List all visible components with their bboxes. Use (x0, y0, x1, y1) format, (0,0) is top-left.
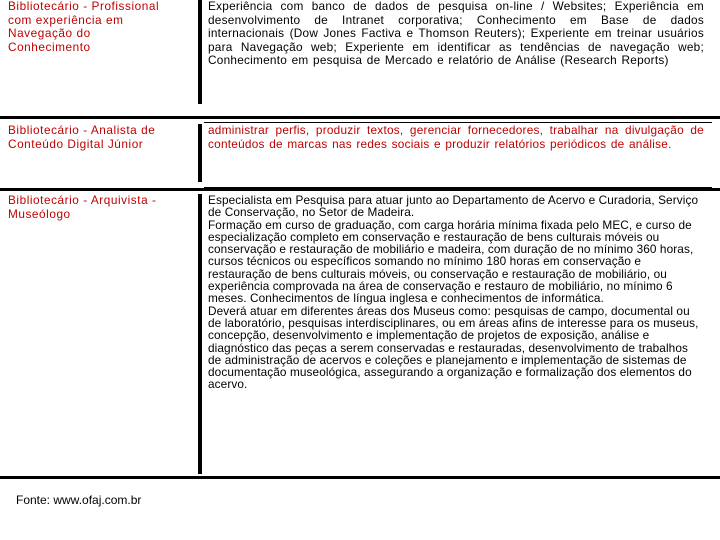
table-row (0, 0, 720, 104)
role-line: com experiência em (8, 12, 124, 27)
description-cell (208, 0, 704, 68)
description-paragraph: Especialista em Pesquisa para atuar junto ao Departamento de Acervo e Curadoria, Serviço de Conservação, no Setor de Madeira. (208, 193, 699, 220)
description-cell (208, 124, 704, 151)
column-divider (198, 0, 202, 104)
row-divider (0, 188, 720, 191)
role-cell (8, 0, 193, 54)
role-line: Conteúdo Digital Júnior (8, 136, 144, 151)
role-line: Conhecimento (8, 39, 91, 54)
table-row (0, 194, 720, 474)
role-line: Bibliotecário - Profissional (8, 0, 160, 13)
role-cell (8, 194, 193, 221)
description-paragraph: Deverá atuar em diferentes áreas dos Museus como: pesquisas de campo, documental ou de laboratório, pesquisas interdisciplinares, ou em áreas afins de interesse para os museus, concepção, desenvolvimento e implementação de projetos de exposição, análise e diagnóstico das peças a serem conservadas e restauradas, desenvolvimento de trabalhos de administração de acervos e coleções e planejamento e implementação de sistemas de documentação museológica, assegurando a organização e formalização dos elementos do acervo. (208, 303, 699, 392)
description-paragraph: Formação em curso de graduação, com carga horária mínima fixada pelo MEC, e curso de especialização completo em conservação e restauração de bens culturais móveis ou conservação e restauração de mobiliário e madeira, com duração de no mínimo 360 horas, cursos técnicos ou específicos somando no mínimo 180 horas em conservação e restauração de bens culturais móveis, ou conservação e restauração de mobiliário, ou experiência comprovada na área de conservação e restauro de mobiliário, no mínimo 6 meses. Conhecimentos de língua inglesa e conhecimentos de informática. (208, 217, 694, 306)
row-divider (0, 476, 720, 479)
row-divider (204, 187, 712, 188)
description-cell (208, 194, 704, 391)
column-divider (198, 194, 202, 474)
row-divider (0, 116, 720, 119)
role-line: Bibliotecário - Arquivista - (8, 193, 157, 207)
role-cell (8, 124, 193, 151)
description-text: Experiência com banco de dados de pesquisa on-line / Websites; Experiência em desenvolvimento de Intranet corporativa; Conhecimento em Base de dados internacionais (Dow Jones Factiva e Thomson Reuters); Experiente em treinar usuários para Navegação web; Experiente em identificar as tendências de navegação web; Conhecimento em pesquisa de Mercado e relatório de Análise (Research Reports) (208, 0, 704, 67)
role-line: Navegação do (8, 26, 91, 40)
role-line: Bibliotecário - Analista de (8, 123, 156, 137)
table-row (0, 124, 720, 182)
description-text: administrar perfis, produzir textos, gerenciar fornecedores, trabalhar na divulgação de conteúdos de marcas nas redes sociais e produzir relatórios periódicos de análise. (208, 123, 704, 151)
role-line: Museólogo (8, 206, 71, 221)
source-caption: Fonte: www.ofaj.com.br (16, 493, 142, 507)
column-divider (198, 124, 202, 182)
